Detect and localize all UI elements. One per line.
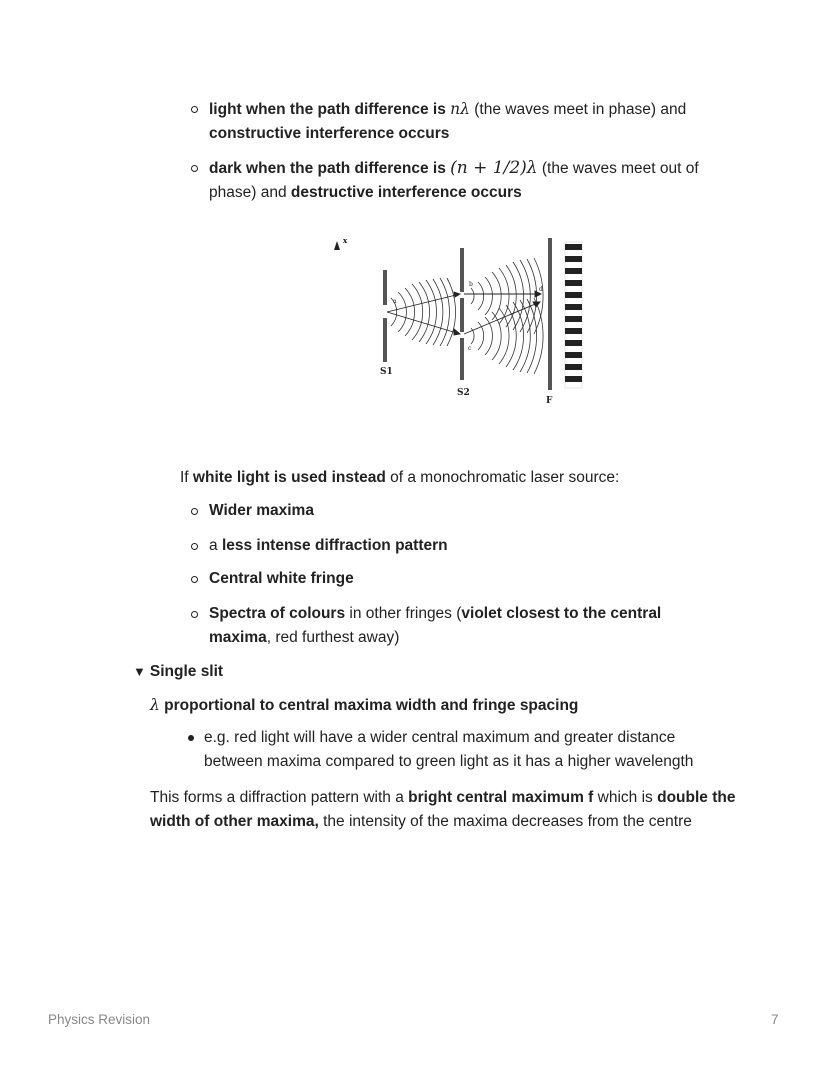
label-b: b [469, 281, 473, 288]
toggle-single-slit[interactable] [133, 660, 223, 684]
math-half-lambda: (n + 1/2)λ [450, 158, 538, 178]
lambda-symbol: λ [150, 696, 160, 714]
x-axis-arrow-icon [334, 241, 340, 250]
s1-barrier-bottom [383, 318, 387, 362]
bold-text: constructive interference occurs [209, 125, 450, 142]
bold-text: dark when the path difference is [209, 160, 446, 177]
list-item [209, 97, 739, 146]
list-item [209, 499, 739, 523]
single-slit-paragraph: This forms a diffraction pattern with a bright central maximum f which is double the width of other maxima, the intensity of the maxima decreases from the centre [150, 789, 736, 830]
s2-barrier-middle [460, 298, 464, 332]
fringe-pattern [565, 242, 582, 388]
bold-text: Central white fringe [209, 570, 354, 587]
footer-title: Physics Revision [48, 1012, 151, 1027]
bold-text: light when the path difference is [209, 101, 446, 118]
bold-text: Wider maxima [209, 502, 314, 519]
page-number: 7 [771, 1012, 779, 1027]
bold-text: destructive interference occurs [290, 184, 522, 201]
wavefronts-s1 [391, 278, 456, 346]
body-text: (the waves meet out of phase) and [209, 160, 699, 201]
s2-barrier-bottom [460, 338, 464, 380]
list-item [209, 156, 739, 205]
white-light-intro: If white light is used instead of a monochromatic laser source: [180, 469, 620, 486]
list-item [209, 567, 739, 591]
math-n-lambda: nλ [450, 100, 470, 118]
bold-text: proportional to central maxima width and fringe spacing [164, 697, 579, 714]
list-item: a less intense diffraction pattern [209, 534, 739, 558]
label-f: F [546, 396, 553, 406]
label-x: x [343, 236, 348, 245]
bold-text: violet closest to the central maxima [209, 605, 662, 646]
list-item: e.g. red light will have a wider central maximum and greater distance between maxima compared to green light as it has a higher wavelength [204, 726, 724, 774]
body-text: (the waves meet in phase) and [469, 101, 687, 118]
bold-text: bright central maximum f [408, 789, 594, 806]
label-c: c [468, 345, 472, 352]
bold-text: double the width of other maxima, [150, 789, 736, 830]
label-s2: S2 [457, 388, 470, 398]
bold-text: less intense diffraction pattern [221, 537, 448, 554]
bold-text: Spectra of colours [209, 605, 346, 622]
list-item: Spectra of colours in other fringes (violet closest to the central maxima, red furthest away) [209, 602, 709, 650]
label-s1: S1 [380, 367, 393, 377]
single-slit-heading [150, 693, 750, 718]
s2-barrier-top [460, 248, 464, 292]
label-a: a [393, 298, 397, 305]
screen-f [548, 238, 552, 390]
toggle-label: Single slit [149, 663, 224, 680]
triangle-down-icon[interactable]: ▼ [133, 664, 146, 679]
s1-barrier-top [383, 270, 387, 305]
label-d: d [539, 286, 543, 293]
double-slit-diagram [328, 232, 588, 410]
bold-text: white light is used instead [192, 469, 386, 486]
